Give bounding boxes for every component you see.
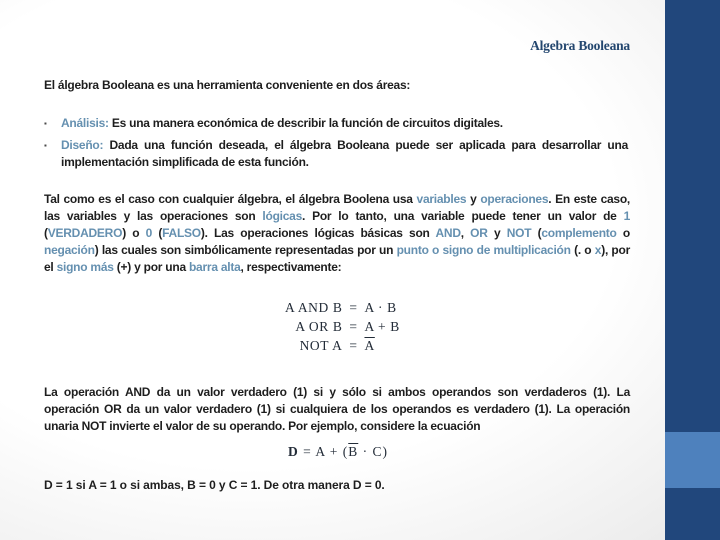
bullet-lead: Análisis: — [61, 116, 109, 130]
bullet-rest: Dada una función deseada, el álgebra Booleana puede ser aplicada para desarrollar una implementación simplificada de esta función. — [61, 138, 628, 169]
text-run: y — [466, 192, 481, 206]
accent-term: 1 — [623, 209, 631, 223]
text-run: , — [460, 226, 471, 240]
conclusion-paragraph: D = 1 si A = 1 o si ambas, B = 0 y C = 1. De otra manera D = 0. — [44, 478, 385, 492]
formula-lhs: A OR B — [295, 319, 343, 334]
bullet-rest: Es una manera económica de describir la función de circuitos digitales. — [108, 116, 503, 130]
text-run: , respectivamente: — [240, 260, 342, 274]
equation-lhs: D — [288, 444, 299, 459]
bullet-square-icon: ▪ — [44, 119, 47, 128]
text-run: Tal como es el caso con cualquier álgebra, el álgebra Boolena usa — [44, 192, 417, 206]
accent-term: complemento — [541, 226, 617, 240]
accent-term: lógicas — [262, 209, 303, 223]
bullet-lead: Diseño: — [61, 138, 104, 152]
text-run: . En este caso, las variables y las operaciones son — [44, 192, 630, 223]
text-run: y — [487, 226, 507, 240]
accent-term: 0 — [145, 226, 153, 240]
text-run: ) las cuales son simbólicamente representadas por un — [94, 243, 397, 257]
body-paragraph-and-or-not: La operación AND da un valor verdadero (1) si y sólo si ambos operandos son verdaderos (1). La operación OR da un valor verdadero (1) si cualquiera de los operandos es verdadero (1). La operación unaria NOT invierte el valor de su operando. Por ejemplo, considere la ecuación — [44, 385, 630, 433]
accent-term: negación — [44, 243, 95, 257]
text-run: (+) y por una — [113, 260, 189, 274]
accent-term: signo más — [56, 260, 114, 274]
right-sidebar — [665, 0, 720, 540]
formula-rhs-not-a-overbar: $\overline{A}$ — [364, 338, 375, 353]
accent-term: variables — [416, 192, 467, 206]
text-run: o — [616, 226, 630, 240]
bullet-text — [61, 115, 628, 132]
text-run: ), por el — [44, 243, 630, 274]
formula-rhs: A · B — [364, 300, 397, 315]
formula-lhs: A AND B — [285, 300, 343, 315]
text-run: ( — [44, 226, 48, 240]
equals-sign: = — [349, 300, 358, 315]
equals-sign: = — [298, 444, 316, 459]
text-run: ( — [531, 226, 542, 240]
equals-sign: = — [349, 338, 358, 353]
text-run: ). Las operaciones lógicas básicas son — [200, 226, 436, 240]
intro-paragraph: El álgebra Booleana es una herramienta conveniente en dos áreas: — [44, 78, 411, 92]
accent-term: punto o signo de multiplicación — [396, 243, 571, 257]
accent-term: operaciones — [480, 192, 549, 206]
bullet-item-diseno — [44, 137, 628, 171]
text-run: ( — [152, 226, 163, 240]
bullet-item-analisis — [44, 115, 628, 132]
accent-term: x — [594, 243, 602, 257]
accent-term: barra alta — [188, 260, 241, 274]
accent-term: AND — [435, 226, 461, 240]
text-run: ) o — [122, 226, 146, 240]
b-overbar: $\overline{B}$ — [348, 444, 359, 459]
formula-block — [285, 300, 400, 354]
equation-pre: A + ( — [315, 444, 349, 459]
formula-rhs: A + B — [364, 319, 400, 334]
accent-term: FALSO — [162, 226, 201, 240]
bullet-text — [61, 137, 628, 171]
text-run: (. o — [570, 243, 595, 257]
bullet-square-icon: ▪ — [44, 141, 47, 150]
equation-d — [288, 444, 388, 460]
sidebar-accent-square — [665, 432, 720, 488]
accent-term: NOT — [506, 226, 532, 240]
page-title: Algebra Booleana — [530, 38, 630, 53]
accent-term: OR — [470, 226, 488, 240]
text-run: . Por lo tanto, una variable puede tener un valor de — [302, 209, 624, 223]
bullet-list — [44, 115, 628, 176]
equals-sign: = — [349, 319, 358, 334]
accent-term: VERDADERO — [47, 226, 123, 240]
formula-lhs: NOT A — [299, 338, 343, 353]
body-paragraph-operations — [44, 191, 630, 276]
equation-post: · C) — [358, 444, 389, 459]
